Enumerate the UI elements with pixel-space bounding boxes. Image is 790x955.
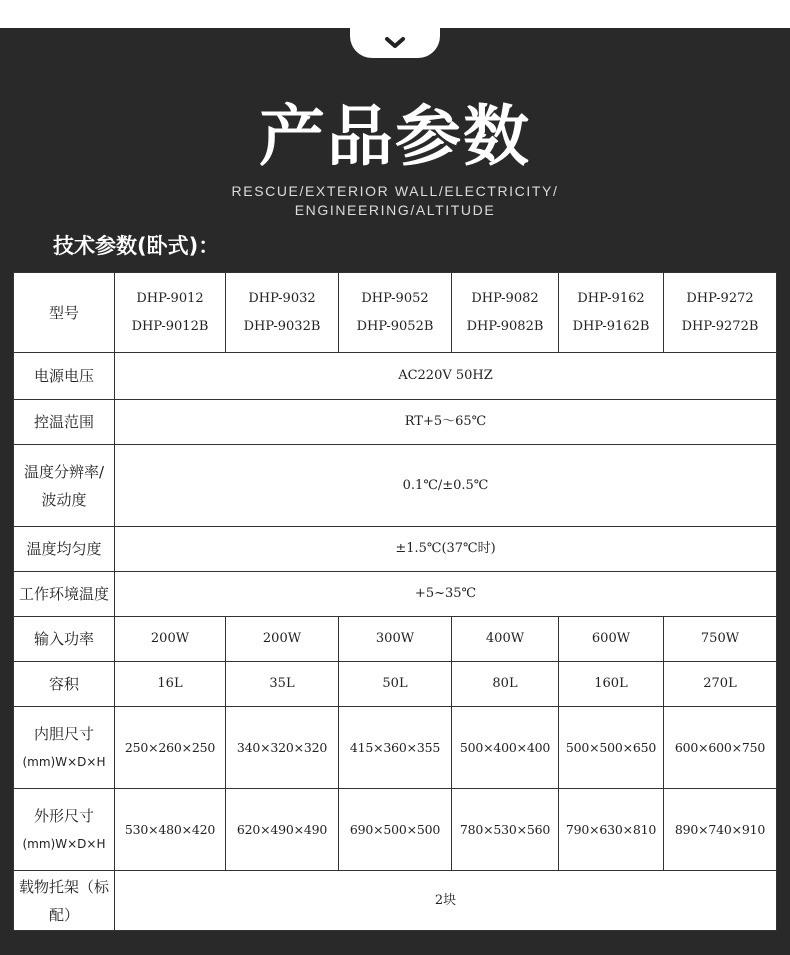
table-row-power	[14, 617, 777, 662]
inner-size-value: 500×500×650	[559, 707, 664, 789]
row-label-ambient: 工作环境温度	[14, 572, 115, 617]
power-value: 600W	[559, 617, 664, 662]
outer-size-value: 890×740×910	[664, 789, 777, 871]
temp-range-value: RT+5～65℃	[115, 400, 777, 445]
model-name-b: DHP-9032B	[243, 318, 321, 334]
row-label-line: 波动度	[41, 490, 87, 509]
table-row-inner-size	[14, 707, 777, 789]
inner-size-value: 250×260×250	[115, 707, 226, 789]
model-name: DHP-9012	[136, 290, 204, 306]
page-subtitle	[0, 182, 790, 220]
model-name-b: DHP-9052B	[356, 318, 434, 334]
inner-size-value: 600×600×750	[664, 707, 777, 789]
table-row-outer-size	[14, 789, 777, 871]
power-value: 200W	[226, 617, 339, 662]
model-cell	[339, 273, 452, 353]
outer-size-value: 530×480×420	[115, 789, 226, 871]
collapse-toggle[interactable]	[350, 28, 440, 58]
model-cell	[115, 273, 226, 353]
model-name: DHP-9162	[577, 290, 645, 306]
row-label-line: (mm)W×D×H	[22, 836, 106, 851]
row-label-temp-range: 控温范围	[14, 400, 115, 445]
table-row-volume	[14, 662, 777, 707]
power-value: 300W	[339, 617, 452, 662]
inner-size-value: 340×320×320	[226, 707, 339, 789]
spec-table	[13, 272, 777, 931]
page-title: 产品参数	[259, 98, 531, 175]
subtitle-line-1: RESCUE/EXTERIOR WALL/ELECTRICITY/	[231, 183, 559, 199]
row-label-inner-size	[14, 707, 115, 789]
inner-size-value: 500×400×400	[452, 707, 559, 789]
row-label-shelves: 载物托架（标配）	[14, 871, 115, 931]
chevron-down-icon	[384, 36, 406, 50]
row-label-line: 温度分辨率/	[23, 462, 105, 481]
model-name: DHP-9032	[248, 290, 316, 306]
model-cell	[559, 273, 664, 353]
table-row-ambient	[14, 572, 777, 617]
volume-value: 160L	[559, 662, 664, 707]
model-name-b: DHP-9082B	[466, 318, 544, 334]
model-name-b: DHP-9272B	[681, 318, 759, 334]
outer-size-value: 620×490×490	[226, 789, 339, 871]
volume-value: 50L	[339, 662, 452, 707]
inner-size-value: 415×360×355	[339, 707, 452, 789]
volume-value: 16L	[115, 662, 226, 707]
section-title: 技术参数(卧式)：	[53, 234, 220, 258]
row-label-model: 型号	[14, 273, 115, 353]
row-label-uniformity: 温度均匀度	[14, 527, 115, 572]
row-label-resolution	[14, 445, 115, 527]
subtitle-line-2: ENGINEERING/ALTITUDE	[294, 202, 496, 218]
volume-value: 35L	[226, 662, 339, 707]
row-label-line: 内胆尺寸	[33, 724, 94, 743]
model-name: DHP-9082	[471, 290, 539, 306]
model-name: DHP-9272	[686, 290, 754, 306]
model-cell	[226, 273, 339, 353]
row-label-line: 外形尺寸	[33, 806, 94, 825]
power-value: 400W	[452, 617, 559, 662]
outer-size-value: 690×500×500	[339, 789, 452, 871]
model-name-b: DHP-9162B	[572, 318, 650, 334]
model-name-b: DHP-9012B	[131, 318, 209, 334]
volume-value: 80L	[452, 662, 559, 707]
power-value: 200W	[115, 617, 226, 662]
table-row-resolution	[14, 445, 777, 527]
ambient-value: +5~35℃	[115, 572, 777, 617]
row-label-volume: 容积	[14, 662, 115, 707]
power-value: 750W	[664, 617, 777, 662]
table-row-shelves	[14, 871, 777, 931]
resolution-value: 0.1℃/±0.5℃	[115, 445, 777, 527]
table-row-model	[14, 273, 777, 353]
row-label-voltage: 电源电压	[14, 353, 115, 400]
voltage-value: AC220V 50HZ	[115, 353, 777, 400]
row-label-line: (mm)W×D×H	[22, 754, 106, 769]
table-row-voltage	[14, 353, 777, 400]
uniformity-value: ±1.5℃(37℃时)	[115, 527, 777, 572]
table-row-temp-range	[14, 400, 777, 445]
model-cell	[452, 273, 559, 353]
table-row-uniformity	[14, 527, 777, 572]
volume-value: 270L	[664, 662, 777, 707]
shelves-value: 2块	[115, 871, 777, 931]
row-label-power: 输入功率	[14, 617, 115, 662]
model-name: DHP-9052	[361, 290, 429, 306]
row-label-outer-size	[14, 789, 115, 871]
model-cell	[664, 273, 777, 353]
outer-size-value: 780×530×560	[452, 789, 559, 871]
outer-size-value: 790×630×810	[559, 789, 664, 871]
